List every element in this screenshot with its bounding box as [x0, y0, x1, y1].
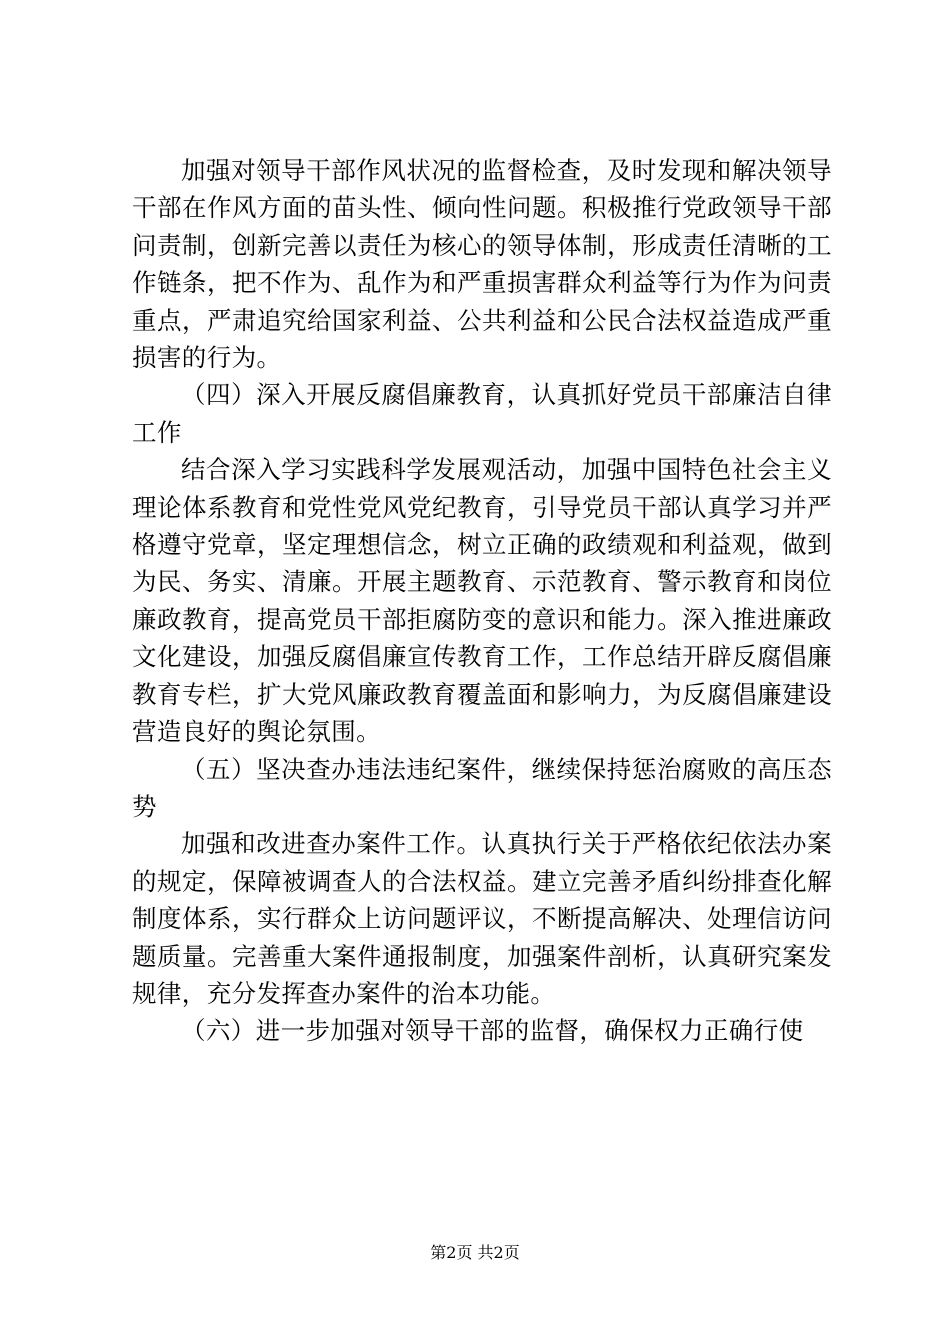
paragraph-cases: 加强和改进查办案件工作。认真执行关于严格依纪依法办案的规定，保障被调查人的合法权益。建立完善矛盾纠纷排查化解制度体系，实行群众上访问题评议，不断提高解决、处理信访问题质量。完善重大案件通报制度，加强案件剖析，认真研究案发规律，充分发挥查办案件的治本功能。: [132, 829, 832, 1008]
document-body: [132, 152, 832, 1050]
section-heading-four: （四）深入开展反腐倡廉教育，认真抓好党员干部廉洁自律工作: [132, 380, 832, 447]
page-number-footer: 第2页 共2页: [430, 1243, 520, 1262]
paragraph-supervision: 加强对领导干部作风状况的监督检查，及时发现和解决领导干部在作风方面的苗头性、倾向性问题。积极推行党政领导干部问责制，创新完善以责任为核心的领导体制，形成责任清晰的工作链条，把不作为、乱作为和严重损害群众利益等行为作为问责重点，严肃追究给国家利益、公共利益和公民合法权益造成严重损害的行为。: [132, 156, 832, 373]
paragraph-education: 结合深入学习实践科学发展观活动，加强中国特色社会主义理论体系教育和党性党风党纪教育，引导党员干部认真学习并严格遵守党章，坚定理想信念，树立正确的政绩观和利益观，做到为民、务实、清廉。开展主题教育、示范教育、警示教育和岗位廉政教育，提高党员干部拒腐防变的意识和能力。深入推进廉政文化建设，加强反腐倡廉宣传教育工作，工作总结开辟反腐倡廉教育专栏，扩大党风廉政教育覆盖面和影响力，为反腐倡廉建设营造良好的舆论氛围。: [132, 455, 832, 747]
section-heading-five: （五）坚决查办违法违纪案件，继续保持惩治腐败的高压态势: [132, 754, 832, 821]
section-heading-six: （六）进一步加强对领导干部的监督，确保权力正确行使: [181, 1016, 804, 1046]
